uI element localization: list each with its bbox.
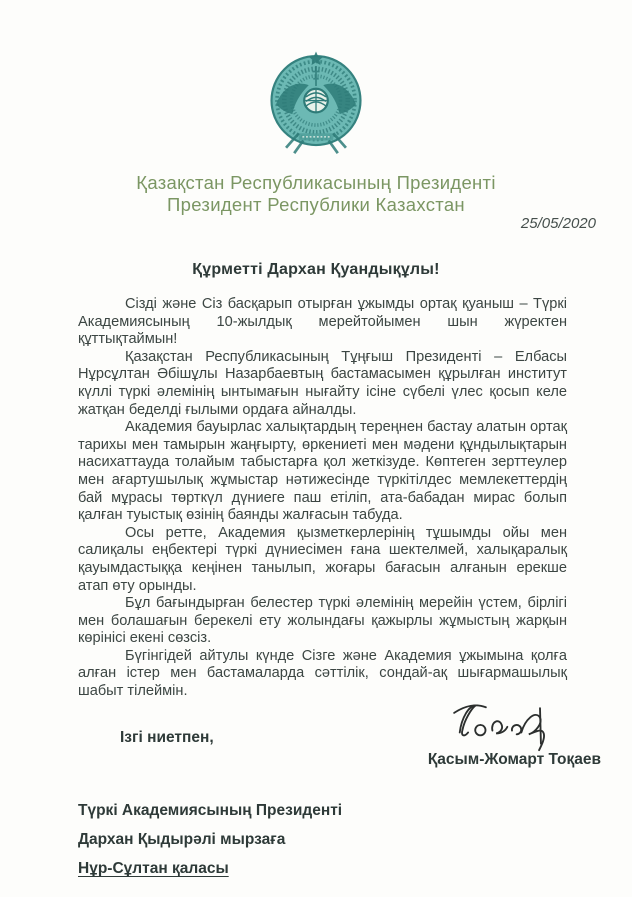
handwritten-signature-icon <box>446 697 550 758</box>
kazakhstan-coat-of-arms-icon <box>257 44 375 173</box>
recipient-title: Түркі Академиясының Президенті <box>78 802 343 819</box>
valediction: Ізгі ниетпен, <box>120 729 214 746</box>
recipient-name: Дархан Қыдырәлі мырзаға <box>78 831 286 848</box>
salutation: Құрметті Дархан Қуандықұлы! <box>192 261 440 278</box>
letterhead <box>0 172 632 216</box>
paragraph-6: Бүгінгідей айтулы күнде Сізге және Академия ұжымына қолға алған істер мен бастамаларда сәттілік, сондай-ақ шығармашылық шабыт тілеймін. <box>78 647 567 700</box>
signer-name: Қасым-Жомарт Тоқаев <box>427 751 601 768</box>
recipient-city: Нұр-Сұлтан қаласы <box>78 860 229 877</box>
letter-body <box>78 296 567 701</box>
letter-date: 25/05/2020 <box>520 215 596 232</box>
paragraph-1: Сізді және Сіз басқарып отырған ұжымды ортақ қуаныш – Түркі Академиясының 10-жылдық мерейтойымен шын жүректен құттықтаймын! <box>78 296 567 348</box>
paragraph-4: Осы ретте, Академия қызметкерлерінің тұшымды ойы мен салиқалы еңбектері түркі дүниесімен ғана шектелмей, халықаралық қауымдастыққа кеңінен танылып, жоғары бағасын алғанын ерекше атап өту орынды. <box>78 524 567 594</box>
paragraph-2: Қазақстан Республикасының Тұңғыш Президенті – Елбасы Нұрсұлтан Әбішұлы Назарбаевтың бастамасымен құрылған институт күллі түркі әлемінің ынтымағын нығайту ісіне сүбелі үлес қосып келе жатқан беделді ғылыми ордаға айналды. <box>78 348 567 418</box>
paragraph-3: Академия бауырлас халықтардың тереңнен бастау алатын ортақ тарихы мен тамырын жаңғырту, өркениеті мен мәдени құндылықтарын насихаттауда толайым табыстарға қол жеткізуде. Көптеген зерттеулер мен ағартушылық жұмыстар нәтижесінде түркітілдес мемлекеттердің бай мұрасы төрткүл дүниеге паш етіліп, ата-бабадан мирас болып қалған туыстық өзінің баянды жалғасын табуда. <box>78 419 567 524</box>
paragraph-5: Бұл бағындырған белестер түркі әлемінің мерейін үстем, бірлігі мен болашағын берекелі ету жолындағы қажырлы жұмыстың жарқын көрінісі екені сөзсіз. <box>78 595 567 647</box>
recipient-block <box>78 796 342 883</box>
letterhead-line-russian: Президент Республики Казахстан <box>167 194 465 215</box>
letterhead-line-kazakh: Қазақстан Республикасының Президенті <box>136 172 496 193</box>
